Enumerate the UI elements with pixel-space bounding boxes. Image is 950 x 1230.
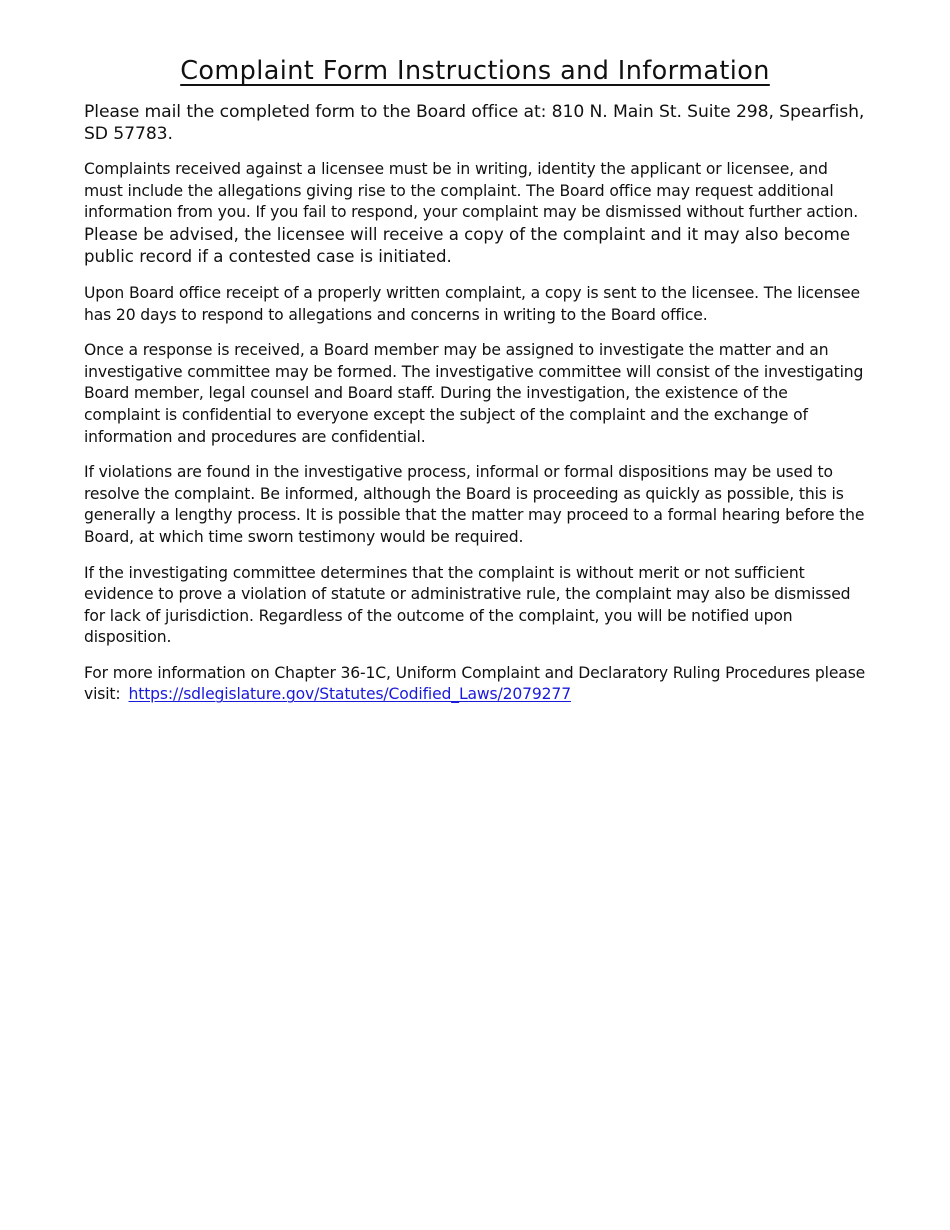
investigation-paragraph: Once a response is received, a Board member may be assigned to investigate the matter and an investigative committee may be formed. The investigative committee will consist of the investigating Board member, legal counsel and Board staff. During the investigation, the existence of the complaint is confidential to everyone except the subject of the complaint and the exchange of information and procedures are confidential. — [84, 341, 864, 446]
statutes-link[interactable]: https://sdlegislature.gov/Statutes/Codified_Laws/2079277 — [128, 685, 571, 704]
receipt-paragraph: Upon Board office receipt of a properly written complaint, a copy is sent to the licensee. The licensee has 20 days to respond to allegations and concerns in writing to the Board office. — [84, 283, 860, 324]
violations-paragraph: If violations are found in the investigative process, informal or formal dispositions may be used to resolve the complaint. Be informed, although the Board is proceeding as quickly as possible, this is generally a lengthy process. It is possible that the matter may proceed to a formal hearing before the Board, at which time sworn testimony would be required. — [84, 463, 865, 546]
more-info-text: For more information on Chapter 36-1C, Uniform Complaint and Declaratory Ruling Procedures please visit: — [84, 663, 866, 704]
dismissal-paragraph: If the investigating committee determines that the complaint is without merit or not sufficient evidence to prove a violation of statute or administrative rule, the complaint may also be dismissed for lack of jurisdiction. Regardless of the outcome of the complaint, you will be notified upon disposition. — [84, 563, 851, 647]
more-info-paragraph — [84, 663, 866, 706]
advisory-text: Please be advised, the licensee will receive a copy of the complaint and it may also become public record if a contested case is initiated. — [84, 224, 851, 267]
document-page — [84, 52, 866, 720]
requirements-paragraph — [84, 159, 866, 269]
page-title: Complaint Form Instructions and Information — [180, 56, 770, 86]
requirements-text: Complaints received against a licensee must be in writing, identity the applicant or licensee, and must include the allegations giving rise to the complaint. The Board office may request additional information from you. If you fail to respond, your complaint may be dismissed without further action. — [84, 160, 859, 222]
mailing-paragraph: Please mail the completed form to the Board office at: 810 N. Main St. Suite 298, Spearfish, SD 57783. — [84, 102, 865, 144]
